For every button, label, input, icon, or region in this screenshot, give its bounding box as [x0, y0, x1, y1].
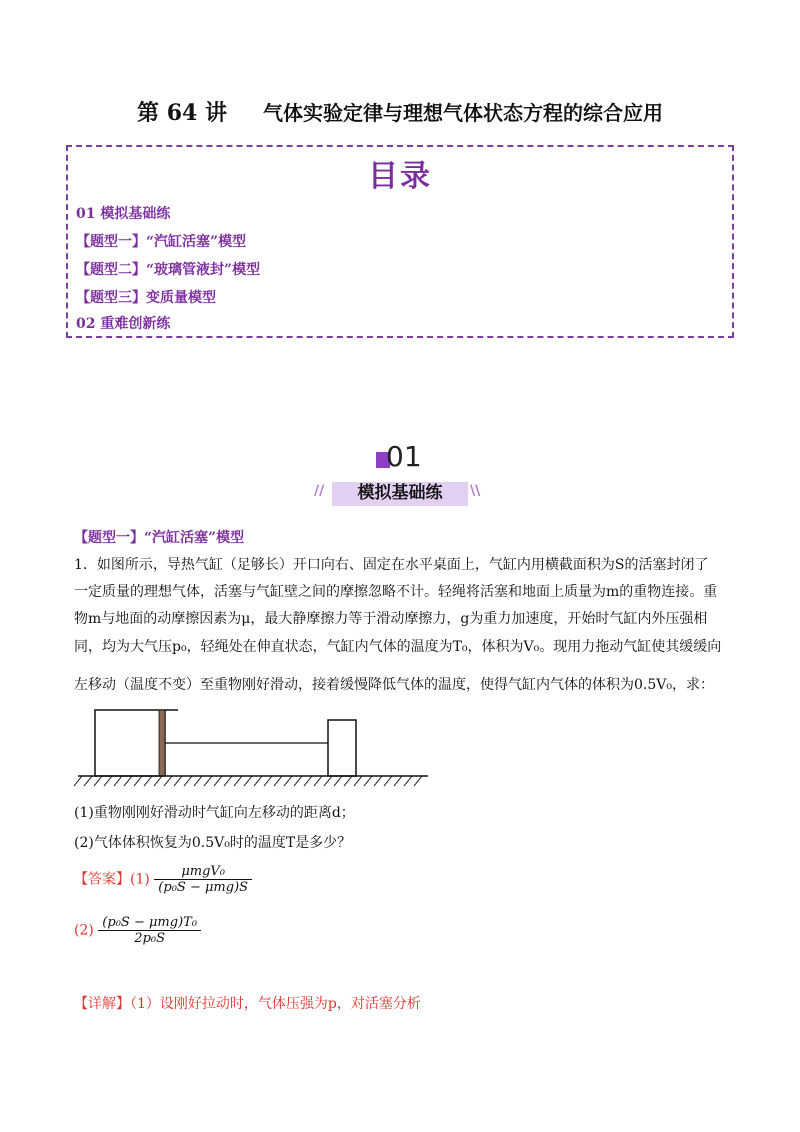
answer-2: (2) $\frac{\text{(p₀S − μmg)T₀}}{\text{2p₀S}}$	[74, 915, 201, 946]
lecture-title: 气体实验定律与理想气体状态方程的综合应用	[262, 101, 663, 125]
lecture-number: 第 64 讲	[137, 100, 227, 126]
toc-item[interactable]: 【题型一】“汽缸活塞”模型	[76, 234, 247, 250]
problem-line: 1．如图所示，导热气缸（足够长）开口向右、固定在水平桌面上，气缸内用横截面积为S的活塞封闭了	[74, 557, 709, 573]
ground-hatching	[74, 776, 422, 786]
detail-line	[74, 994, 734, 1014]
answer-2-fraction: $\frac{\text{(p₀S − μmg)T₀}}{\text{2p₀S}}$	[98, 915, 201, 946]
question-2: (2)气体体积恢复为0.5V₀时的温度T是多少？	[74, 835, 352, 851]
weight-block	[328, 720, 356, 776]
problem-line: 一定质量的理想气体，活塞与气缸壁之间的摩擦忽略不计。轻绳将活塞和地面上质量为m的重物连接。重	[74, 584, 718, 600]
toc-item[interactable]: 01 模拟基础练	[76, 206, 171, 222]
table-of-contents	[66, 145, 734, 338]
detail-label: 【详解】	[74, 996, 130, 1012]
problem-line: 同，均为大气压p₀，轻绳处在伸直状态，气缸内气体的温度为T₀，体积为V₀。现用力拖动气缸使其缓缓向	[74, 639, 722, 655]
toc-item[interactable]: 【题型三】变质量模型	[76, 290, 216, 306]
answer-label: 【答案】	[74, 871, 130, 888]
answer-1: 【答案】(1) $\frac{\text{μmgV₀}}{\text{(p₀S − μmg)S}}$	[74, 864, 252, 895]
toc-item[interactable]: 【题型二】“玻璃管液封”模型	[76, 262, 261, 278]
toc-item[interactable]: 02 重难创新练	[76, 316, 171, 332]
section-number: 01	[376, 440, 412, 473]
cylinder-body	[95, 710, 165, 776]
page-title	[0, 96, 800, 127]
cylinder-diagram	[70, 700, 440, 792]
section-label: 模拟基础练	[357, 483, 443, 503]
problem-line: 左移动（温度不变）至重物刚好滑动，接着缓慢降低气体的温度，使得气缸内气体的体积为0.5V₀，求：	[74, 677, 714, 693]
answer-1-fraction: $\frac{\text{μmgV₀}}{\text{(p₀S − μmg)S}}$	[154, 864, 252, 895]
detail-text: （1）设刚好拉动时，气体压强为p，对活塞分析	[130, 996, 421, 1012]
right-slash-decoration: \\	[470, 483, 481, 499]
left-slash-decoration: //	[314, 483, 325, 499]
toc-title: 目录	[368, 159, 432, 194]
question-1: (1)重物刚刚好滑动时气缸向左移动的距离d；	[74, 805, 355, 821]
problem-line: 物m与地面的动摩擦因素为μ，最大静摩擦力等于滑动摩擦力，g为重力加速度，开始时气缸内外压强相	[74, 611, 708, 627]
piston	[159, 710, 165, 776]
question-type-heading: 【题型一】“汽缸活塞”模型	[74, 530, 245, 546]
